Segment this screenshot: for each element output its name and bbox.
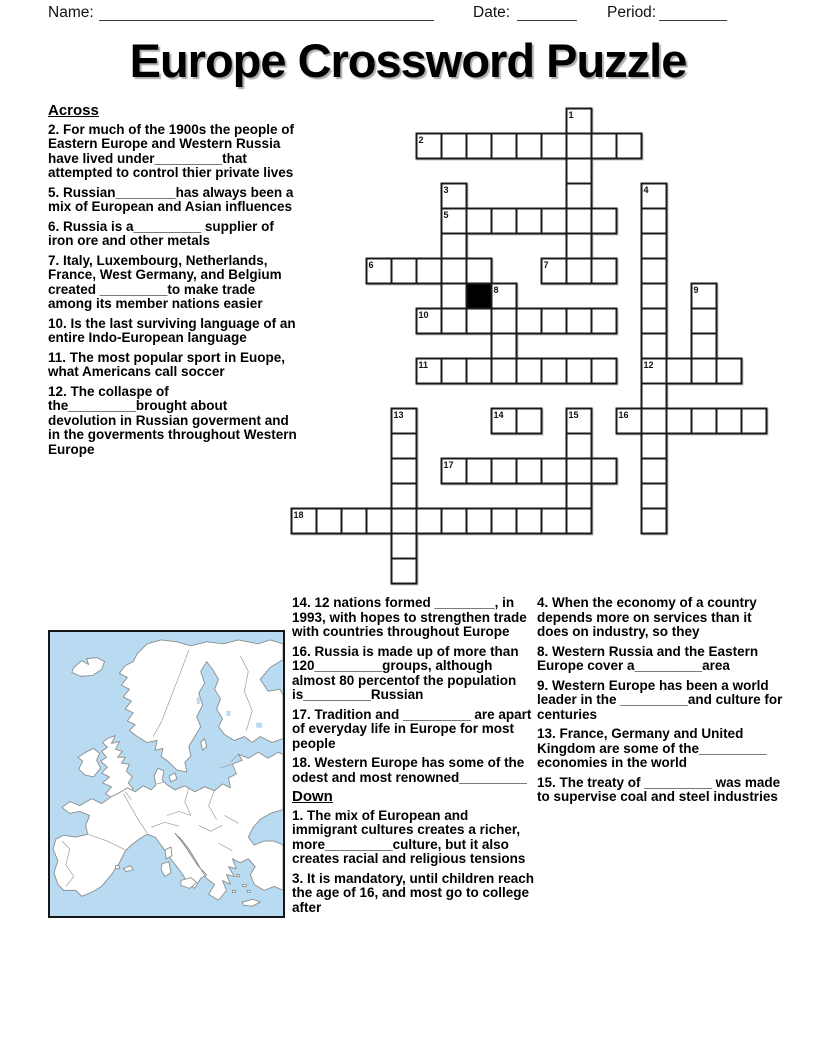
grid-cell-number: 5 [443, 210, 449, 220]
grid-cell-number: 13 [393, 410, 404, 420]
grid-cell [467, 209, 492, 234]
grid-cell [567, 434, 592, 459]
grid-cell-number: 2 [418, 135, 424, 145]
grid-cell [392, 484, 417, 509]
grid-cell-number: 16 [618, 410, 629, 420]
map-aegean-island [232, 890, 235, 892]
grid-cell [642, 234, 667, 259]
grid-cell [467, 459, 492, 484]
grid-cell [667, 409, 692, 434]
grid-cell [442, 234, 467, 259]
map-small-island [115, 866, 119, 869]
grid-cell [742, 409, 767, 434]
grid-cell [542, 309, 567, 334]
grid-cell [517, 359, 542, 384]
grid-cell [642, 434, 667, 459]
clue-5: 5. Russian________has always been a mix of European and Asian influences [48, 184, 294, 214]
grid-cell [592, 459, 617, 484]
grid-cell [492, 459, 517, 484]
grid-cell [517, 459, 542, 484]
grid-cell [642, 209, 667, 234]
grid-cell [642, 334, 667, 359]
grid-cell [642, 384, 667, 409]
grid-cell [492, 509, 517, 534]
grid-cell [667, 359, 692, 384]
grid-cell-number: 4 [643, 185, 649, 195]
across-heading: Across [48, 102, 99, 119]
clue-2: 2. For much of the 1900s the people of Eastern Europe and Western Russia have lived under_________that attempted to control thier private lives [48, 121, 295, 180]
grid-cell-number: 6 [368, 260, 374, 270]
clue-15: 15. The treaty of _________ was made to supervise coal and steel industries [537, 774, 781, 804]
grid-cell [517, 409, 542, 434]
grid-cell [567, 209, 592, 234]
grid-cell [492, 209, 517, 234]
europe-map [48, 630, 285, 918]
grid-cell-black [467, 284, 492, 309]
grid-cell [542, 209, 567, 234]
clue-8: 8. Western Russia and the Eastern Europe cover a_________area [537, 643, 759, 673]
down-clue-list-continued [537, 596, 785, 805]
grid-cell [392, 559, 417, 584]
grid-cell [642, 509, 667, 534]
grid-cell [567, 184, 592, 209]
grid-cell [567, 159, 592, 184]
grid-cell [692, 359, 717, 384]
grid-cell-number: 7 [543, 260, 549, 270]
grid-cell [442, 134, 467, 159]
grid-cell-number: 17 [443, 460, 454, 470]
grid-cell-number: 1 [568, 110, 574, 120]
across-clue-list-continued [292, 596, 535, 785]
grid-cell-number: 18 [293, 510, 304, 520]
grid-cell [592, 134, 617, 159]
grid-cell [392, 259, 417, 284]
grid-cell [392, 434, 417, 459]
page-title: Europe Crossword Puzzle [129, 34, 687, 87]
grid-cell [642, 459, 667, 484]
name-label: Name: [48, 4, 94, 21]
grid-cell [542, 459, 567, 484]
clue-3: 3. It is mandatory, until children reach the age of 16, and most go to college after [292, 870, 535, 915]
grid-cell [542, 359, 567, 384]
grid-cell [442, 259, 467, 284]
clue-7: 7. Italy, Luxembourg, Netherlands, France, West Germany, and Belgium created _________to make trade among its member nations easier [48, 252, 282, 311]
clue-6: 6. Russia is a_________ supplier of iron ore and other metals [48, 218, 274, 248]
grid-cell [592, 359, 617, 384]
grid-cell [567, 509, 592, 534]
grid-cell [517, 209, 542, 234]
grid-cell [567, 359, 592, 384]
grid-cell [717, 409, 742, 434]
clue-9: 9. Western Europe has been a world leader in the _________and culture for centuries [537, 677, 783, 722]
grid-cell [592, 309, 617, 334]
map-lake [256, 723, 262, 728]
clue-16: 16. Russia is made up of more than 120_________groups, although almost 80 percentof the population is_________Russian [292, 643, 519, 702]
grid-cell [442, 359, 467, 384]
period-label: Period: [607, 4, 657, 21]
grid-cell [567, 234, 592, 259]
grid-cell [492, 334, 517, 359]
grid-cell-number: 15 [568, 410, 579, 420]
grid-cell [642, 409, 667, 434]
grid-cell [417, 259, 442, 284]
grid-cell [642, 309, 667, 334]
grid-cell [592, 259, 617, 284]
crossword-grid [290, 107, 768, 585]
grid-cell [692, 309, 717, 334]
map-aegean-island [236, 875, 239, 877]
grid-cell [392, 509, 417, 534]
grid-cell [567, 309, 592, 334]
grid-cell-number: 10 [418, 310, 429, 320]
grid-cell [567, 134, 592, 159]
grid-cell [392, 534, 417, 559]
grid-cell [442, 309, 467, 334]
grid-cell-number: 14 [493, 410, 504, 420]
grid-cell [692, 409, 717, 434]
grid-cell [617, 134, 642, 159]
down-heading: Down [292, 788, 333, 805]
across-clues-column [48, 104, 298, 462]
period-blank-line [659, 4, 727, 21]
middle-clues-column [292, 596, 535, 920]
grid-cell [717, 359, 742, 384]
grid-cell [692, 334, 717, 359]
clue-17: 17. Tradition and _________ are apart of everyday life in Europe for most people [292, 706, 532, 751]
grid-cell-number: 8 [493, 285, 499, 295]
grid-cell [467, 134, 492, 159]
grid-cell [442, 284, 467, 309]
grid-cell [467, 309, 492, 334]
grid-cell [642, 484, 667, 509]
grid-cell [467, 509, 492, 534]
clue-14: 14. 12 nations formed ________, in 1993, with hopes to strengthen trade with countries throughout Europe [292, 595, 527, 639]
clue-10: 10. Is the last surviving language of an entire Indo-European language [48, 315, 296, 345]
clue-11: 11. The most popular sport in Euope, what Americans call soccer [48, 349, 286, 379]
grid-cell [492, 134, 517, 159]
grid-cell [317, 509, 342, 534]
grid-cell [567, 459, 592, 484]
grid-cell [417, 509, 442, 534]
map-aegean-island [242, 884, 246, 886]
date-label: Date: [473, 4, 511, 21]
down-clue-list [292, 809, 535, 916]
grid-cell [442, 509, 467, 534]
across-clue-list [48, 123, 298, 458]
grid-cell-number: 9 [693, 285, 699, 295]
clue-18: 18. Western Europe has some of the odest and most renowned_________ [292, 755, 527, 785]
grid-cell-number: 12 [643, 360, 654, 370]
grid-cell [592, 209, 617, 234]
grid-cell [492, 309, 517, 334]
grid-cell [567, 259, 592, 284]
grid-cell [567, 484, 592, 509]
grid-cell [642, 284, 667, 309]
right-clues-column [537, 596, 785, 810]
grid-cell [517, 509, 542, 534]
clue-12: 12. The collaspe of the_________brought about devolution in Russian goverment and in the goverments throughout Western Europe [48, 383, 297, 457]
clue-13: 13. France, Germany and United Kingdom are some of the_________ economies in the world [537, 726, 767, 770]
map-aegean-island [247, 890, 250, 892]
grid-cell [342, 509, 367, 534]
map-lake [226, 711, 230, 716]
map-lake [197, 697, 200, 704]
grid-cell [392, 459, 417, 484]
grid-cell [517, 309, 542, 334]
grid-cell [517, 134, 542, 159]
clue-1: 1. The mix of European and immigrant cultures creates a richer, more_________culture, but it also creates racial and religious tensions [292, 807, 526, 866]
grid-cell-number: 3 [443, 185, 449, 195]
grid-cell-number: 11 [418, 360, 429, 370]
clue-4: 4. When the economy of a country depends more on services than it does on industry, so they [537, 595, 757, 639]
grid-cell [542, 509, 567, 534]
grid-cell [542, 134, 567, 159]
grid-cell [642, 259, 667, 284]
europe-map-svg [50, 632, 283, 916]
grid-cell [467, 259, 492, 284]
grid-cell [367, 509, 392, 534]
grid-cell [492, 359, 517, 384]
grid-cell [467, 359, 492, 384]
date-blank-line [517, 4, 577, 21]
name-blank-line [99, 4, 434, 21]
